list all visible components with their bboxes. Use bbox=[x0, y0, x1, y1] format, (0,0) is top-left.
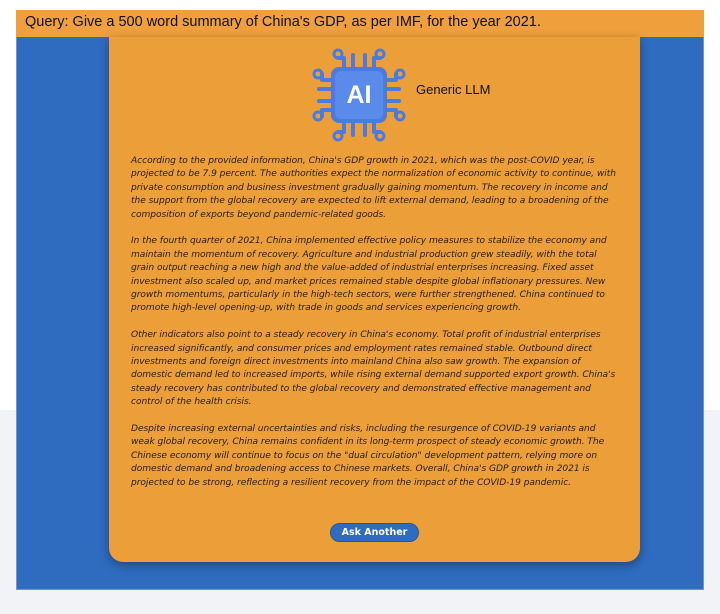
response-paragraph: Other indicators also point to a steady recovery in China's economy. Total profit of industrial enterprises increased significantly, and consumer prices and employment rates remained stable. Outbound direct investments and foreign direct investments into mainland China also saw growth. The expansion of domestic demand led to increased imports, while rising external demand supported export growth. China's steady recovery has contributed to the global recovery and demonstrated effective management and control of the health crisis. bbox=[131, 330, 616, 408]
response-paragraph: Despite increasing external uncertainties and risks, including the resurgence of COVID-19 variants and weak global recovery, China remains confident in its long-term prospect of steady economic growth. The Chinese economy will continue to focus on the "dual circulation" development pattern, relying more on domestic demand and broadening access to Chinese markets. Overall, China's GDP growth in 2021 is projected to be strong, reflecting a resilient recovery from the impact of the COVID-19 pandemic. bbox=[131, 424, 605, 488]
logo-text: AI bbox=[346, 81, 372, 109]
query-text: Query: Give a 500 word summary of China's GDP, as per IMF, for the year 2021. bbox=[25, 14, 541, 30]
ask-another-button[interactable]: Ask Another bbox=[330, 523, 419, 542]
ai-chip-icon bbox=[310, 46, 408, 144]
model-name: Generic LLM bbox=[416, 82, 491, 97]
query-bar bbox=[16, 10, 704, 37]
response-paragraph: According to the provided information, China's GDP growth in 2021, which was the post-COVID year, is projected to be 7.9 percent. The authorities expect the normalization of economic activity to continue, with private consumption and business investment gradually gaining momentum. The recovery in income and the support from the global recovery are expected to lift external demand, leading to a broadening of the composition of exports beyond pandemic-related goods. bbox=[131, 156, 616, 220]
response-paragraph: In the fourth quarter of 2021, China implemented effective policy measures to stabilize the economy and maintain the momentum of recovery. Agriculture and industrial production grew steadily, with the total grain output reaching a new high and the value-added of industrial enterprises increasing. Fixed asset investment also scaled up, and market prices remained stable despite global inflationary pressures. New growth momentums, particularly in the high-tech sectors, were further strengthened. China continued to promote high-level opening-up, with trade in goods and services experiencing growth. bbox=[131, 236, 607, 314]
response-text bbox=[131, 155, 619, 504]
